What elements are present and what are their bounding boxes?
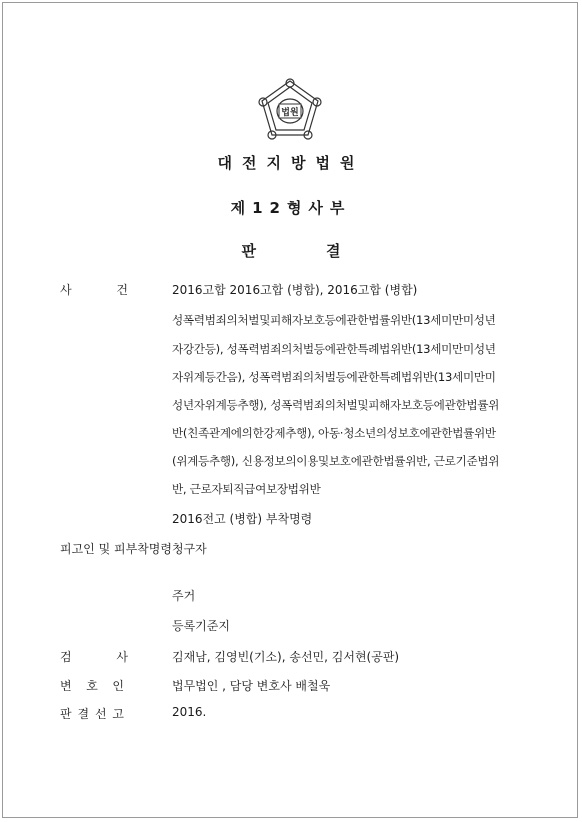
prosecutor-names: 김재남, 김영빈(기소), 송선민, 김서현(공판) <box>172 650 400 664</box>
emblem-text: 법원 <box>281 108 299 118</box>
attach-order: 2016전고 (병합) 부착명령 <box>172 512 313 526</box>
court-emblem-icon <box>257 78 323 142</box>
registry-label: 등록기준지 <box>172 619 230 633</box>
decision-date-label: 판 결 선 고 <box>60 707 124 721</box>
case-charge-line: 반(친족관계에의한강제추행), 아동·청소년의성보호에관한법률위반 <box>172 426 496 440</box>
case-charge-line: 성년자위계등추행), 성폭력범죄의처벌및피해자보호등에관한법률위 <box>172 398 500 412</box>
case-charge-line: 자위계등간음), 성폭력범죄의처벌등에관한특례법위반(13세미만미 <box>172 370 496 384</box>
counsel-value: 법무법인 , 담당 변호사 배철욱 <box>172 679 331 693</box>
case-label: 사 건 <box>60 283 128 297</box>
case-charge-line: 성폭력범죄의처벌및피해자보호등에관한법률위반(13세미만미성년 <box>172 313 496 327</box>
residence-label: 주거 <box>172 589 196 603</box>
case-charge-line: (위계등추행), 신용정보의이용및보호에관한법률위반, 근로기준법위 <box>172 454 500 468</box>
doc-type-right: 결 <box>326 242 341 260</box>
court-name: 대전지방법원 <box>217 154 365 172</box>
division-name: 제12형사부 <box>230 199 352 217</box>
document-type <box>0 240 582 261</box>
case-number: 2016고합 2016고합 (병합), 2016고합 (병합) <box>172 283 418 297</box>
defendant-label: 피고인 및 피부착명령청구자 <box>60 542 207 556</box>
decision-date-value: 2016. <box>172 705 207 719</box>
counsel-label: 변 호 인 <box>60 679 124 693</box>
case-charge-line: 자강간등), 성폭력범죄의처벌등에관한특례법위반(13세미만미성년 <box>172 342 496 356</box>
doc-type-left: 판 <box>241 242 256 260</box>
case-charge-line: 반, 근로자퇴직급여보장법위반 <box>172 482 321 496</box>
prosecutor-label: 검 사 <box>60 650 128 664</box>
